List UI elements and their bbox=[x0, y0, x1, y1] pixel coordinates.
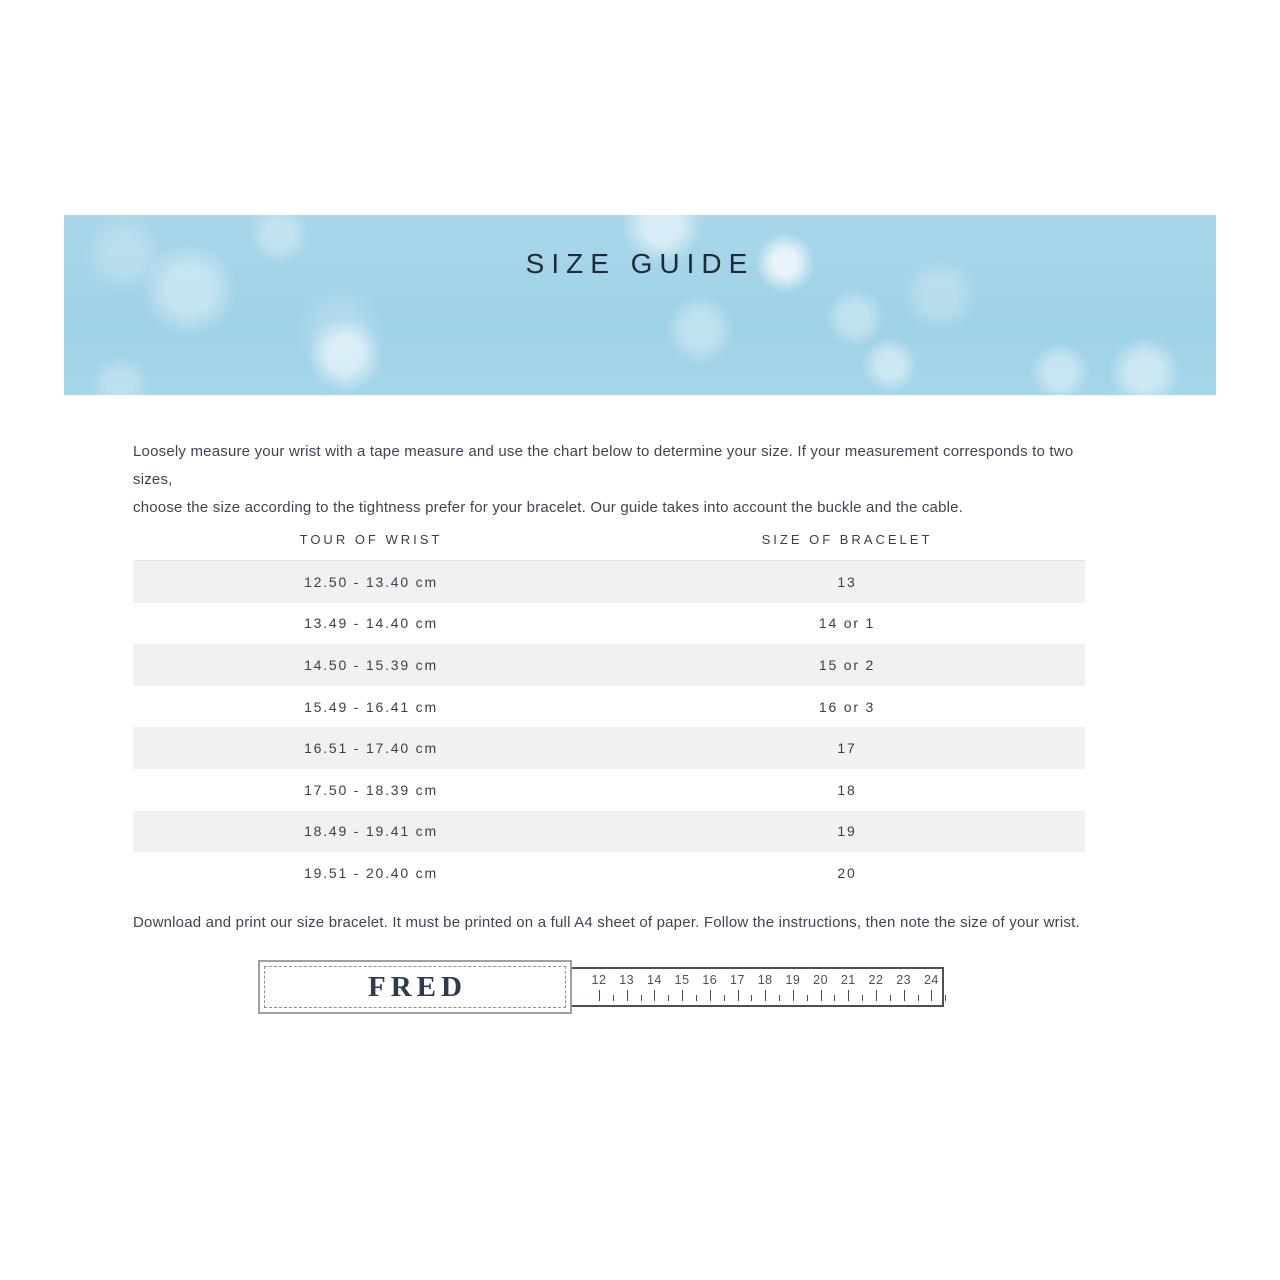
ruler-minor-tick bbox=[724, 995, 725, 1001]
ruler-number: 24 bbox=[923, 973, 939, 987]
intro-paragraph bbox=[133, 438, 1113, 522]
ruler-strip bbox=[570, 967, 944, 1007]
ruler-number: 14 bbox=[646, 973, 662, 987]
size-table-body bbox=[133, 560, 1085, 894]
ruler-minor-tick bbox=[862, 995, 863, 1001]
ruler-number: 23 bbox=[896, 973, 912, 987]
page-title: SIZE GUIDE bbox=[525, 248, 755, 279]
ruler-minor-tick bbox=[945, 995, 946, 1001]
ruler-brand-box-inner bbox=[264, 966, 566, 1008]
ruler-major-tick bbox=[931, 990, 932, 1001]
table-row bbox=[133, 727, 1085, 769]
ruler-minor-tick bbox=[641, 995, 642, 1001]
ruler-major-tick bbox=[627, 990, 628, 1001]
ruler-number: 12 bbox=[591, 973, 607, 987]
download-instruction: Download and print our size bracelet. It must be printed on a full A4 sheet of paper. Follow the instructions, then note the size of your wrist. bbox=[133, 914, 1080, 931]
size-table-header bbox=[133, 518, 1085, 560]
ruler-minor-tick bbox=[613, 995, 614, 1001]
ruler-minor-tick bbox=[890, 995, 891, 1001]
ruler-major-tick bbox=[876, 990, 877, 1001]
size-table bbox=[133, 518, 1085, 894]
ruler-number: 17 bbox=[730, 973, 745, 987]
table-row bbox=[133, 852, 1085, 894]
wrist-measurement-cell: 17.50 - 18.39 cm bbox=[304, 781, 438, 798]
ruler-number: 20 bbox=[813, 973, 829, 987]
column-header-tour-of-wrist: TOUR OF WRIST bbox=[299, 531, 443, 547]
ruler-major-tick bbox=[765, 990, 766, 1001]
table-row bbox=[133, 769, 1085, 811]
ruler-number: 18 bbox=[757, 973, 773, 987]
ruler-major-tick bbox=[682, 990, 683, 1001]
table-row bbox=[133, 561, 1085, 603]
ruler-minor-tick bbox=[668, 995, 669, 1001]
wrist-measurement-cell: 13.49 - 14.40 cm bbox=[304, 615, 438, 632]
wrist-measurement-cell: 19.51 - 20.40 cm bbox=[304, 864, 438, 881]
ruler-major-tick bbox=[654, 990, 655, 1001]
table-row bbox=[133, 811, 1085, 853]
ruler-number: 15 bbox=[674, 973, 690, 987]
table-row bbox=[133, 603, 1085, 645]
ruler-minor-tick bbox=[918, 995, 919, 1001]
table-row bbox=[133, 686, 1085, 728]
ruler-number: 22 bbox=[868, 973, 884, 987]
bracelet-size-cell: 20 bbox=[837, 864, 857, 881]
ruler-minor-tick bbox=[779, 995, 780, 1001]
bracelet-size-cell: 17 bbox=[837, 740, 857, 757]
bracelet-size-cell: 14 or 1 bbox=[818, 615, 876, 632]
bracelet-size-cell: 15 or 2 bbox=[818, 656, 876, 673]
banner-image bbox=[64, 215, 1216, 395]
ruler-major-tick bbox=[599, 990, 600, 1001]
ruler-major-tick bbox=[738, 990, 739, 1001]
ruler-number: 19 bbox=[785, 973, 801, 987]
ruler-brand-box bbox=[258, 960, 572, 1014]
fred-logo: FRED bbox=[368, 970, 467, 1003]
bracelet-size-cell: 19 bbox=[837, 823, 857, 840]
bracelet-size-cell: 16 or 3 bbox=[818, 698, 876, 715]
ruler-major-tick bbox=[848, 990, 849, 1001]
wrist-measurement-cell: 16.51 - 17.40 cm bbox=[304, 740, 438, 757]
wrist-measurement-cell: 15.49 - 16.41 cm bbox=[304, 698, 438, 715]
bracelet-size-cell: 13 bbox=[837, 573, 857, 590]
column-header-size-of-bracelet: SIZE OF BRACELET bbox=[761, 531, 933, 547]
ruler-major-tick bbox=[793, 990, 794, 1001]
table-row bbox=[133, 644, 1085, 686]
ruler-minor-tick bbox=[696, 995, 697, 1001]
ruler-major-tick bbox=[904, 990, 905, 1001]
ruler-number: 13 bbox=[619, 973, 635, 987]
printable-size-ruler bbox=[258, 960, 944, 1014]
ruler-minor-tick bbox=[807, 995, 808, 1001]
bracelet-size-cell: 18 bbox=[837, 781, 857, 798]
wrist-measurement-cell: 14.50 - 15.39 cm bbox=[304, 656, 438, 673]
ruler-number: 21 bbox=[840, 973, 856, 987]
intro-line-1: Loosely measure your wrist with a tape measure and use the chart below to determine your size. If your measurement corresponds to two sizes, bbox=[133, 443, 1074, 488]
ruler-minor-tick bbox=[834, 995, 835, 1001]
ruler-number: 16 bbox=[702, 973, 718, 987]
intro-line-2: choose the size according to the tightness prefer for your bracelet. Our guide takes into account the buckle and the cable. bbox=[133, 499, 964, 516]
ruler-major-tick bbox=[710, 990, 711, 1001]
wrist-measurement-cell: 12.50 - 13.40 cm bbox=[304, 573, 438, 590]
wrist-measurement-cell: 18.49 - 19.41 cm bbox=[304, 823, 438, 840]
ruler-major-tick bbox=[821, 990, 822, 1001]
ruler-minor-tick bbox=[751, 995, 752, 1001]
